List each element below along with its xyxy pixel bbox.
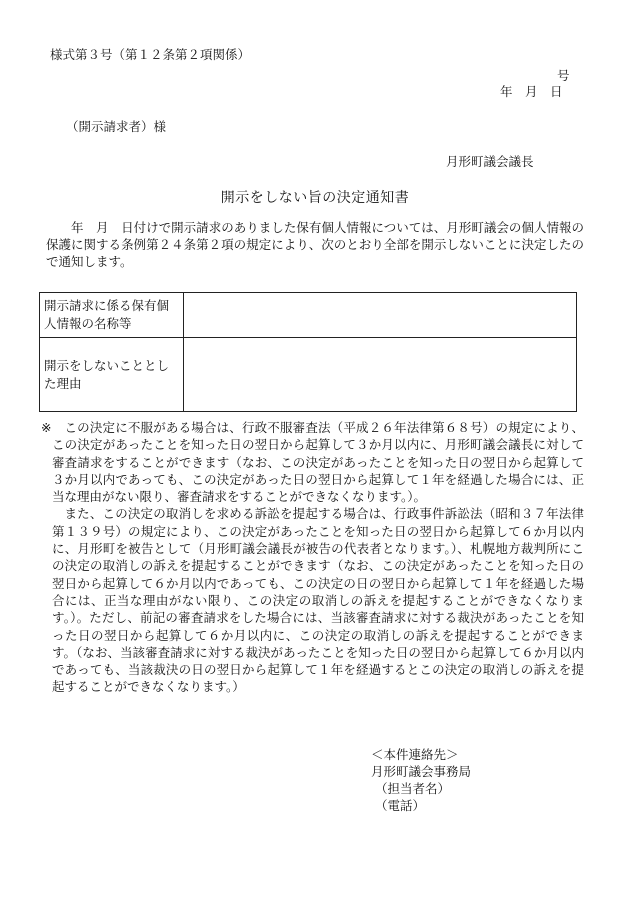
body-paragraph: 年 月 日付けで開示請求のありました保有個人情報については、月形町議会の個人情報の保護に関する条例第２４条第２項の規定により、次のとおり全部を開示しないことに決定したので通知します。: [46, 220, 584, 269]
table-row: [40, 338, 577, 412]
note-paragraph-appeal: この決定に不服がある場合は、行政不服審査法（平成２６年法律第６８号）の規定により、この決定があったことを知った日の翌日から起算して３か月以内に、月形町議会議長に対して審査請求をすることができます（なお、この決定があったことを知った日の翌日から起算して３か月以内であっても、この決定があった日の翌日から起算して１年を経過した場合には、正当な理由がない限り、審査請求をすることができなくなります。）。: [52, 420, 584, 505]
table-value-reason: [184, 338, 577, 412]
contact-block: [371, 746, 471, 814]
document-title: 開示をしない旨の決定通知書: [220, 190, 410, 206]
contact-person: （担当者名）: [375, 781, 451, 796]
info-table: [39, 292, 577, 412]
contact-phone: （電話）: [375, 798, 426, 813]
addressee: （開示請求者）様: [66, 119, 167, 134]
contact-office: 月形町議会事務局: [371, 764, 472, 779]
table-label-info-name: 開示請求に係る保有個人情報の名称等: [40, 293, 184, 338]
sender: 月形町議会議長: [446, 154, 534, 169]
table-value-info-name: [184, 293, 577, 338]
note-section: [41, 419, 584, 696]
note-mark: ※: [41, 420, 52, 435]
note-paragraph-lawsuit: また、この決定の取消しを求める訴訟を提起する場合は、行政事件訴訟法（昭和３７年法律第１３９号）の規定により、この決定があったことを知った日の翌日から起算して６か月以内に、月形町を被告として（月形町議会議長が被告の代表者となります。）、札幌地方裁判所にこの決定の取消しの訴えを提起することができます（なお、この決定があったことを知った日の翌日から起算して６か月以内であっても、この決定の日の翌日から起算して１年を経過した場合には、正当な理由がない限り、この決定の取消しの訴えを提起することができなくなります。）。ただし、前記の審査請求をした場合には、当該審査請求に対する裁決があったことを知った日の翌日から起算して６か月以内に、この決定の取消しの訴えを提起することができます。（なお、当該審査請求に対する裁決があったことを知った日の翌日から起算して６か月以内であっても、当該裁決の日の翌日から起算して１年を経過するとこの決定の取消しの訴えを提起することができなくなります。）: [52, 506, 584, 695]
document-number-label: 号: [557, 68, 570, 83]
contact-heading: ＜本件連絡先＞: [371, 747, 459, 762]
table-row: [40, 293, 577, 338]
form-number: 様式第３号（第１２条第２項関係）: [50, 47, 251, 62]
date-label: 年 月 日: [500, 84, 563, 99]
table-label-reason: 開示をしないこととした理由: [40, 338, 184, 412]
